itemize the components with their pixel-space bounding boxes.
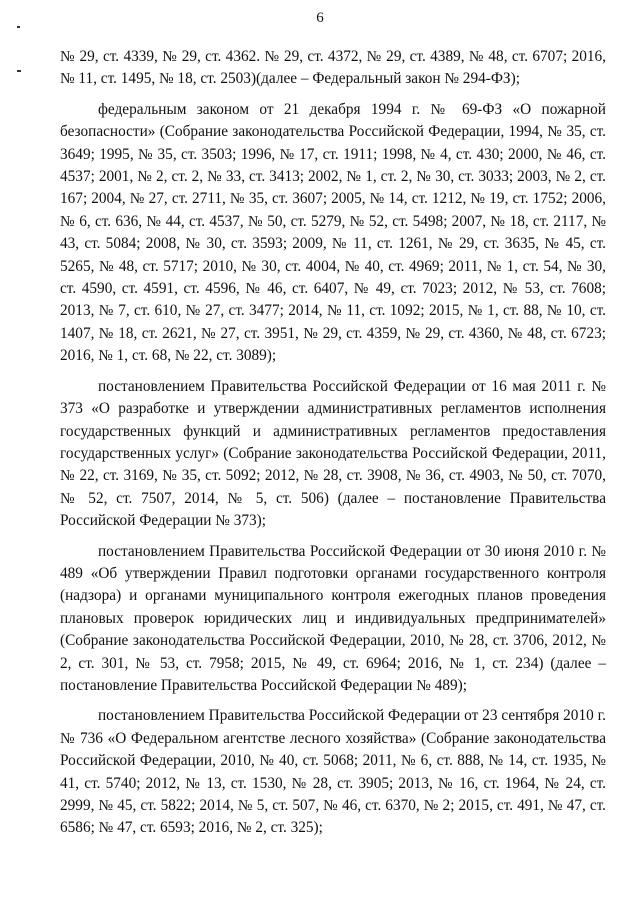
scan-mark-left <box>17 70 21 72</box>
paragraph-fire-safety-law: федеральным законом от 21 декабря 1994 г. № 69-ФЗ «О пожарной безопасности» (Собрание законодательства Российской Федерации, 1994, № 35, ст. 3649; 1995, № 35, ст. 3503; 1996, № 17, ст. 1911; 1998, № 4, ст. 430; 2000, № 46, ст. 4537; 2001, № 2, ст. 2, № 33, ст. 3413; 2002, № 1, ст. 2, № 30, ст. 3033; 2003, № 2, ст. 167; 2004, № 27, ст. 2711, № 35, ст. 3607; 2005, № 14, ст. 1212, № 19, ст. 1752; 2006, № 6, ст. 636, № 44, ст. 4537, № 50, ст. 5279, № 52, ст. 5498; 2007, № 18, ст. 2117, № 43, ст. 5084; 2008, № 30, ст. 3593; 2009, № 11, ст. 1261, № 29, ст. 3635, № 45, ст. 5265, № 48, ст. 5717; 2010, № 30, ст. 4004, № 40, ст. 4969; 2011, № 1, ст. 54, № 30, ст. 4590, ст. 4591, ст. 4596, № 46, ст. 6407, № 49, ст. 7023; 2012, № 53, ст. 7608; 2013, № 7, ст. 610, № 27, ст. 3477; 2014, № 11, ст. 1092; 2015, № 1, ст. 88, № 10, ст. 1407, № 18, ст. 2621, № 27, ст. 3951, № 29, ст. 4359, № 29, ст. 4360, № 48, ст. 6723; 2016, № 1, ст. 68, № 22, ст. 3089); <box>60 100 606 365</box>
document-body <box>60 46 606 848</box>
paragraph-resolution-489: постановлением Правительства Российской Федерации от 30 июня 2010 г. № 489 «Об утверждении Правил подготовки органами государственного контроля (надзора) и органами муниципального контроля ежегодных планов проведения плановых проверок юридических лиц и индивидуальных предпринимателей» (Собрание законодательства Российской Федерации, 2010, № 28, ст. 3706, 2012, № 2, ст. 301, № 53, ст. 7958; 2015, № 49, ст. 6964; 2016, № 1, ст. 234) (далее – постановление Правительства Российской Федерации № 489); <box>60 542 606 694</box>
paragraph-continuation: № 29, ст. 4339, № 29, ст. 4362. № 29, ст. 4372, № 29, ст. 4389, № 48, ст. 6707; 2016, № 11, ст. 1495, № 18, ст. 2503)(далее – Федеральный закон № 294-ФЗ); <box>60 48 606 88</box>
paragraph-resolution-373: постановлением Правительства Российской Федерации от 16 мая 2011 г. № 373 «О разработке и утверждении административных регламентов исполнения государственных функций и административных регламентов предоставления государственных услуг» (Собрание законодательства Российской Федерации, 2011, № 22, ст. 3169, № 35, ст. 5092; 2012, № 28, ст. 3908, № 36, ст. 4903, № 50, ст. 7070, № 52, ст. 7507, 2014, № 5, ст. 506) (далее – постановление Правительства Российской Федерации № 373); <box>60 377 606 530</box>
page-number: 6 <box>316 10 324 26</box>
scan-mark-top <box>17 26 20 28</box>
paragraph-resolution-736: постановлением Правительства Российской Федерации от 23 сентября 2010 г. № 736 «О Федеральном агентстве лесного хозяйства» (Собрание законодательства Российской Федерации, 2010, № 40, ст. 5068; 2011, № 6, ст. 888, № 14, ст. 1935, № 41, ст. 5740; 2012, № 13, ст. 1530, № 28, ст. 3905; 2013, № 16, ст. 1964, № 24, ст. 2999, № 45, ст. 5822; 2014, № 5, ст. 507, № 46, ст. 6370, № 2; 2015, ст. 491, № 47, ст. 6586; № 47, ст. 6593; 2016, № 2, ст. 325); <box>60 707 606 837</box>
